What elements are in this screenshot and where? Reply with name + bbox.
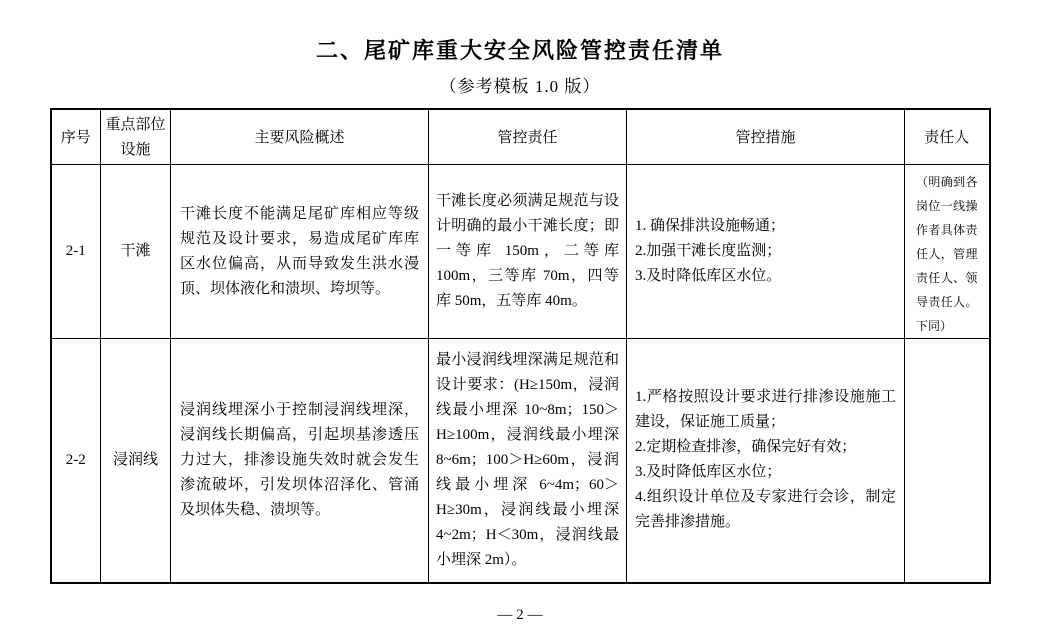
page-number: — 2 — — [497, 606, 543, 623]
cell-no: 2-1 — [51, 165, 101, 339]
risk-control-table — [50, 108, 991, 584]
cell-risk: 干滩长度不能满足尾矿库相应等级规范及设计要求，易造成尾矿库库区水位偏高，从而导致发生洪水漫顶、坝体液化和溃坝、垮坝等。 — [171, 165, 429, 339]
table-row-2-1 — [51, 165, 990, 339]
cell-responsibility: 干滩长度必须满足规范与设计明确的最小干滩长度；即一等库 150m，二等库 100m，三等库 70m，四等库 50m，五等库 40m。 — [429, 165, 627, 339]
measure-item: 3.及时降低库区水位； — [635, 464, 782, 481]
measure-item: 3.及时降低库区水位。 — [635, 268, 782, 284]
cell-risk: 浸润线埋深小于控制浸润线埋深，浸润线长期偏高，引起坝基渗透压力过大，排渗设施失效时就会发生渗流破坏，引发坝体沼泽化、管涌及坝体失稳、溃坝等。 — [171, 339, 429, 583]
cell-measures — [627, 165, 905, 339]
header-no: 序号 — [51, 109, 101, 165]
cell-person — [905, 339, 990, 583]
cell-responsibility: 最小浸润线埋深满足规范和设计要求：(H≥150m，浸润线最小埋深 10~8m；150＞H≥100m，浸润线最小埋深 8~6m；100＞H≥60m，浸润线最小埋深 6~4m；60＞H≥30m，浸润线最小埋深 4~2m；H＜30m，浸润线最小埋深 2m）。 — [429, 339, 627, 583]
table-row-2-2 — [51, 339, 990, 583]
document-title: 二、尾矿库重大安全风险管控责任清单 — [315, 39, 724, 64]
measure-item: 1.严格按照设计要求进行排渗设施施工建设，保证施工质量； — [635, 389, 896, 431]
header-measures: 管控措施 — [627, 109, 905, 165]
measure-item: 1. 确保排洪设施畅通； — [635, 218, 786, 234]
cell-person: （明确到各岗位一线操作者具体责任人，管理责任人、领导责任人。下同） — [905, 165, 990, 339]
measure-item: 4.组织设计单位及专家进行会诊，制定完善排渗措施。 — [635, 489, 896, 531]
header-responsibility: 管控责任 — [429, 109, 627, 165]
document-subtitle: （参考模板 1.0 版） — [439, 77, 601, 96]
header-person: 责任人 — [905, 109, 990, 165]
cell-measures — [627, 339, 905, 583]
cell-no: 2-2 — [51, 339, 101, 583]
measure-item: 2.加强干滩长度监测； — [635, 243, 782, 259]
header-risk: 主要风险概述 — [171, 109, 429, 165]
table-header-row — [51, 109, 990, 165]
cell-facility: 浸润线 — [101, 339, 171, 583]
measure-item: 2.定期检查排渗，确保完好有效； — [635, 439, 857, 456]
cell-facility: 干滩 — [101, 165, 171, 339]
header-facility: 重点部位设施 — [101, 109, 171, 165]
